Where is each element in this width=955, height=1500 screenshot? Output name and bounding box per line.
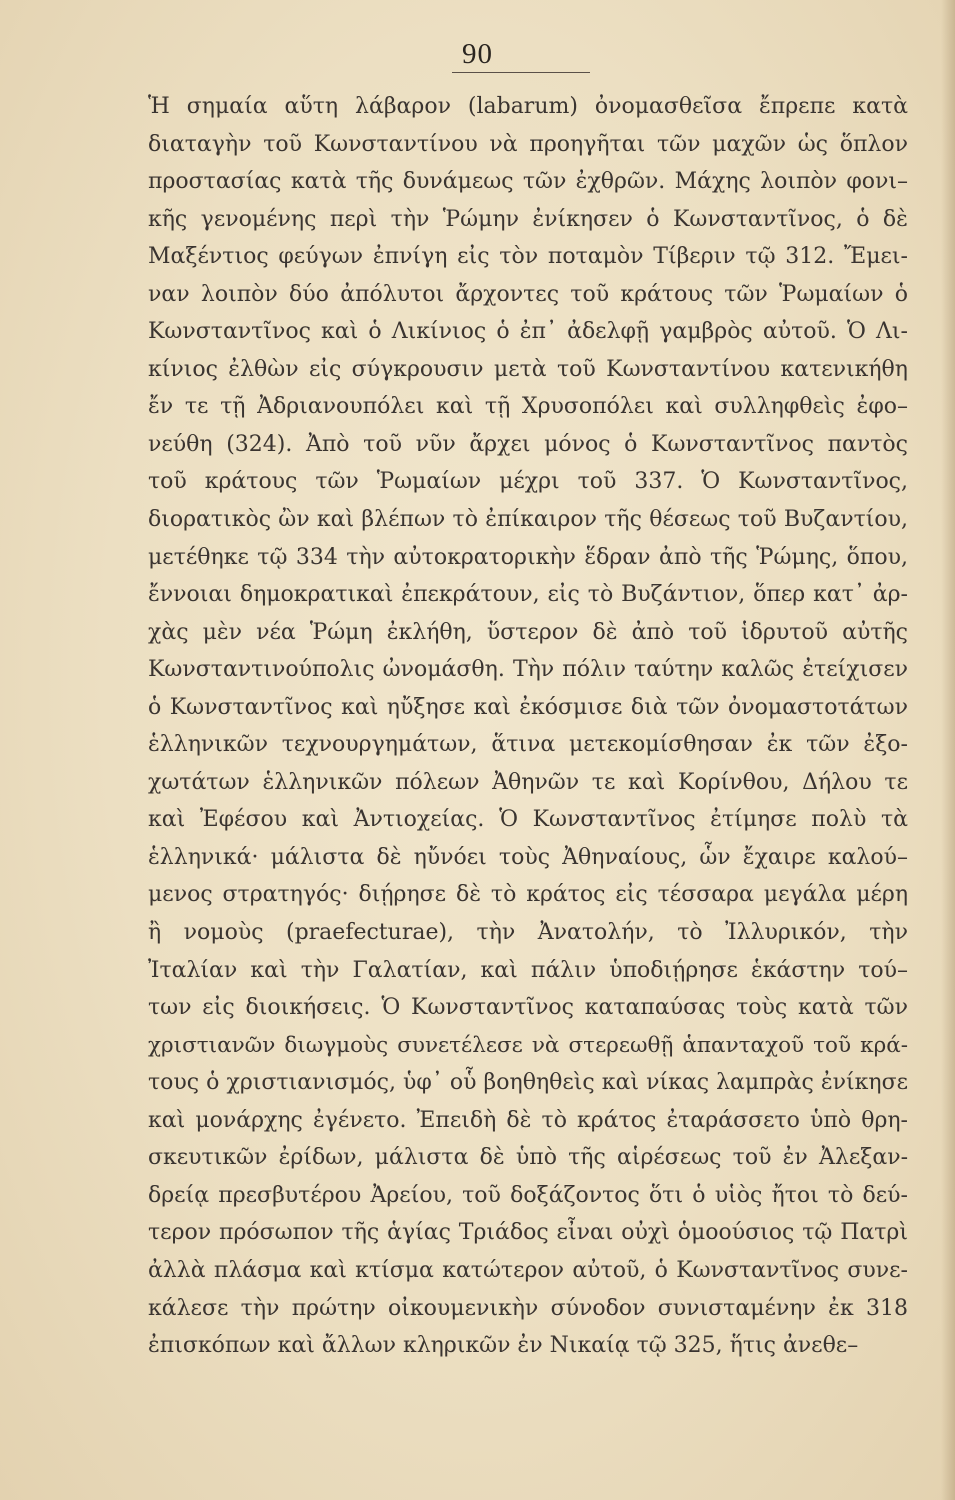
text-line: Ἡ σημαία αὕτη λάβαρον (labarum) ὀνομασθεῖσα ἔπρεπε κατὰ [148,94,908,119]
text-line: τους ὁ χριστιανισμός, ὑφ᾽ οὗ βοηθηθεὶς καὶ νίκας λαμπρὰς ἐνίκησε [148,1070,908,1096]
text-line: καὶ Ἐφέσου καὶ Ἀντιοχείας. Ὁ Κωνσταντῖνος ἐτίμησε πολὺ τὰ [148,807,908,833]
text-line: δρείᾳ πρεσβυτέρου Ἀρείου, τοῦ δοξάζοντος ὅτι ὁ υἱὸς ἤτοι τὸ δεύ- [148,1182,908,1208]
text-line: ναν λοιπὸν δύο ἀπόλυτοι ἄρχοντες τοῦ κράτους τῶν Ῥωμαίων ὁ [148,281,908,307]
text-line: Κωνσταντινούπολις ὠνομάσθη. Τὴν πόλιν ταύτην καλῶς ἐτείχισεν [148,657,908,683]
text-line: ὁ Κωνσταντῖνος καὶ ηὔξησε καὶ ἐκόσμισε διὰ τῶν ὀνομαστοτάτων [148,694,908,720]
text-line: ἑλληνικῶν τεχνουργημάτων, ἅτινα μετεκομίσθησαν ἐκ τῶν ἐξο- [148,732,908,758]
page-edge-shadow [941,0,955,1500]
text-line: νεύθη (324). Ἀπὸ τοῦ νῦν ἄρχει μόνος ὁ Κωνσταντῖνος παντὸς [148,431,908,457]
text-line: ἔννοιαι δημοκρατικαὶ ἐπεκράτουν, εἰς τὸ Βυζάντιον, ὅπερ κατ᾽ ἀρ- [148,582,908,608]
text-line: χριστιανῶν διωγμοὺς συνετέλεσε νὰ στερεωθῇ ἁπανταχοῦ τοῦ κρά- [148,1032,908,1058]
text-line: προστασίας κατὰ τῆς δυνάμεως τῶν ἐχθρῶν. Μάχης λοιπὸν φονι– [148,169,908,195]
header-rule [452,72,590,73]
text-line: διορατικὸς ὢν καὶ βλέπων τὸ ἐπίκαιρον τῆς θέσεως τοῦ Βυζαντίου, [148,507,908,533]
page-number: 90 [462,38,493,70]
text-line: Ἰταλίαν καὶ τὴν Γαλατίαν, καὶ πάλιν ὑποδιῄρησε ἑκάστην τού– [148,957,908,983]
text-line: ἑλληνικά· μάλιστα δὲ ηὔνόει τοὺς Ἀθηναίους, ὧν ἔχαιρε καλού– [148,844,908,870]
text-line: μετέθηκε τῷ 334 τὴν αὐτοκρατορικὴν ἕδραν ἀπὸ τῆς Ῥώμης, ὅπου, [148,544,908,570]
text-line: σκευτικῶν ἐρίδων, μάλιστα δὲ ὑπὸ τῆς αἱρέσεως τοῦ ἐν Ἀλεξαν- [148,1145,908,1171]
text-line: χωτάτων ἑλληνικῶν πόλεων Ἀθηνῶν τε καὶ Κορίνθου, Δήλου τε [148,769,908,795]
text-line: τοῦ κράτους τῶν Ῥωμαίων μέχρι τοῦ 337. Ὁ Κωνσταντῖνος, [148,469,908,495]
text-line: μενος στρατηγός· διῄρησε δὲ τὸ κράτος εἰς τέσσαρα μεγάλα μέρη [148,882,908,908]
text-line: κίνιος ἐλθὼν εἰς σύγκρουσιν μετὰ τοῦ Κωνσταντίνου κατενικήθη [148,356,908,382]
text-line: τερον πρόσωπον τῆς ἁγίας Τριάδος εἶναι οὐχὶ ὁμοούσιος τῷ Πατρὶ [148,1220,908,1246]
text-line: ἐπισκόπων καὶ ἄλλων κληρικῶν ἐν Νικαίᾳ τῷ 325, ἥτις ἀνεθε– [148,1333,859,1359]
body-text [148,88,908,1365]
text-line: των εἰς διοικήσεις. Ὁ Κωνσταντῖνος καταπαύσας τοὺς κατὰ τῶν [148,995,908,1021]
text-line: χὰς μὲν νέα Ῥώμη ἐκλήθη, ὕστερον δὲ ἀπὸ τοῦ ἱδρυτοῦ αὐτῆς [148,619,908,645]
text-line: ἀλλὰ πλάσμα καὶ κτίσμα κατώτερον αὐτοῦ, ὁ Κωνσταντῖνος συνε- [148,1257,908,1283]
text-line: κάλεσε τὴν πρώτην οἰκουμενικὴν σύνοδον συνισταμένην ἐκ 318 [148,1295,908,1321]
text-line: καὶ μονάρχης ἐγένετο. Ἐπειδὴ δὲ τὸ κράτος ἐταράσσετο ὑπὸ θρη- [148,1107,908,1133]
text-line: κῆς γενομένης περὶ τὴν Ῥώμην ἐνίκησεν ὁ Κωνσταντῖνος, ὁ δὲ [148,206,908,232]
text-line: Μαξέντιος φεύγων ἐπνίγη εἰς τὸν ποταμὸν Τίβεριν τῷ 312. Ἔμει- [148,244,908,270]
text-line: Κωνσταντῖνος καὶ ὁ Λικίνιος ὁ ἐπ᾽ ἀδελφῇ γαμβρὸς αὐτοῦ. Ὁ Λι- [148,319,908,345]
text-line: ἢ νομοὺς (praefecturae), τὴν Ἀνατολήν, τὸ Ἰλλυρικόν, τὴν [148,920,908,946]
text-line: διαταγὴν τοῦ Κωνσταντίνου νὰ προηγῆται τῶν μαχῶν ὡς ὅπλον [148,131,908,157]
text-line: ἔν τε τῇ Ἀδριανουπόλει καὶ τῇ Χρυσοπόλει καὶ συλληφθεὶς ἐφο– [148,394,908,420]
